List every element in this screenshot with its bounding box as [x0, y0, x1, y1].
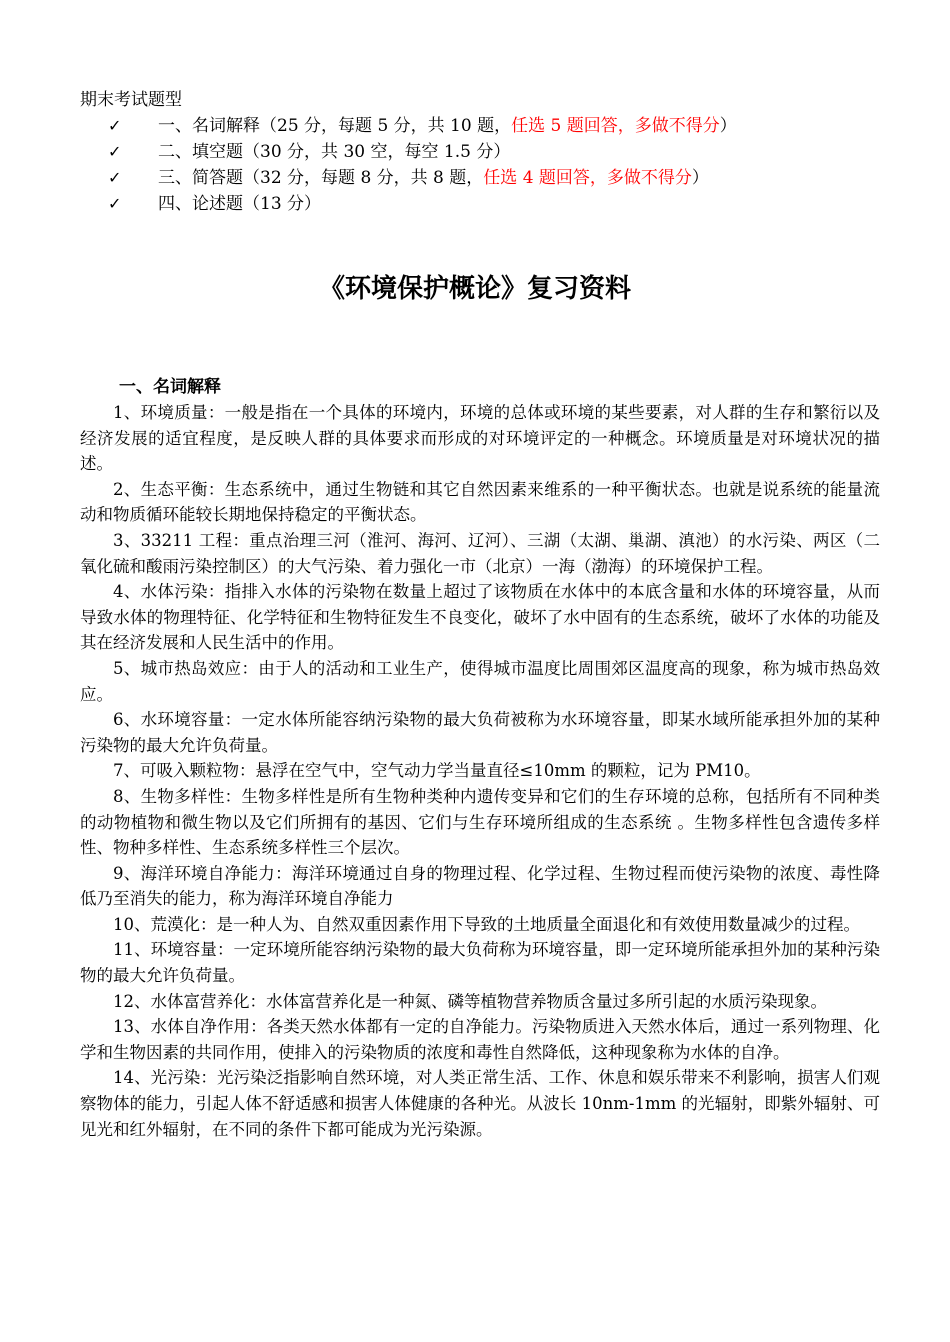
definition-entry: 3、33211 工程：重点治理三河（淮河、海河、辽河）、三湖（太湖、巢湖、滇池）的水污染、两区（二氧化硫和酸雨污染控制区）的大气污染、着力强化一市（北京）一海（渤海）的环境保护工程。	[80, 530, 880, 576]
definition-entry: 13、水体自净作用：各类天然水体都有一定的自净能力。污染物质进入天然水体后，通过一系列物理、化学和生物因素的共同作用，使排入的污染物质的浓度和毒性自然降低，这种现象称为水体的自净。	[80, 1017, 880, 1062]
section-heading: 一、名词解释	[119, 377, 221, 397]
definition-entry: 2、生态平衡：生态系统中，通过生物链和其它自然因素来维系的一种平衡状态。也就是说系统的能量流动和物质循环能较长期地保持稳定的平衡状态。	[80, 479, 880, 525]
item-label: 一、名词解释（25 分，每题 5 分，共 10 题，	[158, 116, 512, 136]
definitions-list	[80, 400, 880, 1142]
exam-format-item-text	[158, 140, 510, 164]
exam-format-item	[0, 140, 950, 166]
definition-entry: 9、海洋环境自净能力：海洋环境通过自身的物理过程、化学过程、生物过程而使污染物的浓度、毒性降低乃至消失的能力，称为海洋环境自净能力	[80, 863, 880, 909]
definition-entry: 8、生物多样性：生物多样性是所有生物种类种内遗传变异和它们的生存环境的总称，包括所有不同种类的动物植物和微生物以及它们所拥有的基因、它们与生存环境所组成的生态系统 。生物多样性包含遗传多样性、物种多样性、生态系统多样性三个层次。	[80, 786, 880, 858]
definition-entry: 10、荒漠化：是一种人为、自然双重因素作用下导致的土地质量全面退化和有效使用数量减少的过程。	[113, 914, 860, 934]
document-title: 《环境保护概论》复习资料	[318, 274, 631, 304]
exam-format-item	[0, 114, 950, 140]
definition-entry: 7、可吸入颗粒物：悬浮在空气中，空气动力学当量直径≤10mm 的颗粒，记为 PM10。	[113, 761, 761, 781]
exam-format-heading: 期末考试题型	[80, 90, 182, 110]
definition-entry: 4、水体污染：指排入水体的污染物在数量上超过了该物质在水体中的本底含量和水体的环境容量，从而导致水体的物理特征、化学特征和生物特征发生不良变化，破坏了水中固有的生态系统，破坏了水体的功能及其在经济发展和人民生活中的作用。	[80, 582, 880, 653]
definition-entry: 14、光污染：光污染泛指影响自然环境，对人类正常生活、工作、休息和娱乐带来不利影响，损害人们观察物体的能力，引起人体不舒适感和损害人体健康的各种光。从波长 10nm-1mm 的光辐射，即紫外辐射、可见光和红外辐射，在不同的条件下都可能成为光污染源。	[80, 1068, 880, 1139]
item-tail: ）	[691, 168, 709, 188]
exam-format-item-text	[158, 166, 709, 190]
item-label: 三、简答题（32 分，每题 8 分，共 8 题，	[158, 168, 484, 188]
definition-entry: 12、水体富营养化：水体富营养化是一种氮、磷等植物营养物质含量过多所引起的水质污染现象。	[113, 991, 827, 1011]
definition-entry: 1、环境质量：一般是指在一个具体的环境内，环境的总体或环境的某些要素，对人群的生存和繁衍以及经济发展的适宜程度，是反映人群的具体要求而形成的对环境评定的一种概念。环境质量是对环境状况的描述。	[80, 403, 880, 474]
checkmark-icon: ✓	[108, 194, 122, 213]
exam-format-item	[0, 192, 950, 218]
definition-entry: 11、环境容量：一定环境所能容纳污染物的最大负荷称为环境容量，即一定环境所能承担外加的某种污染物的最大允许负荷量。	[80, 940, 880, 986]
item-label: 四、论述题（13 分）	[158, 194, 322, 214]
exam-format-item-text	[158, 114, 737, 138]
definition-entry: 5、城市热岛效应：由于人的活动和工业生产，使得城市温度比周围郊区温度高的现象，称为城市热岛效应。	[80, 658, 880, 704]
exam-format-item-text	[158, 192, 321, 216]
item-label: 二、填空题（30 分，共 30 空，每空 1.5 分）	[158, 142, 511, 162]
checkmark-icon: ✓	[108, 142, 122, 161]
item-note-red: 任选 5 题回答，多做不得分	[511, 116, 720, 136]
exam-format-list	[0, 114, 950, 218]
item-tail: ）	[719, 116, 737, 136]
exam-format-item	[0, 166, 950, 192]
definition-entry: 6、水环境容量：一定水体所能容纳污染物的最大负荷被称为水环境容量，即某水域所能承担外加的某种污染物的最大允许负荷量。	[80, 710, 880, 755]
checkmark-icon: ✓	[108, 168, 122, 187]
checkmark-icon: ✓	[108, 116, 122, 135]
item-note-red: 任选 4 题回答，多做不得分	[483, 168, 692, 188]
